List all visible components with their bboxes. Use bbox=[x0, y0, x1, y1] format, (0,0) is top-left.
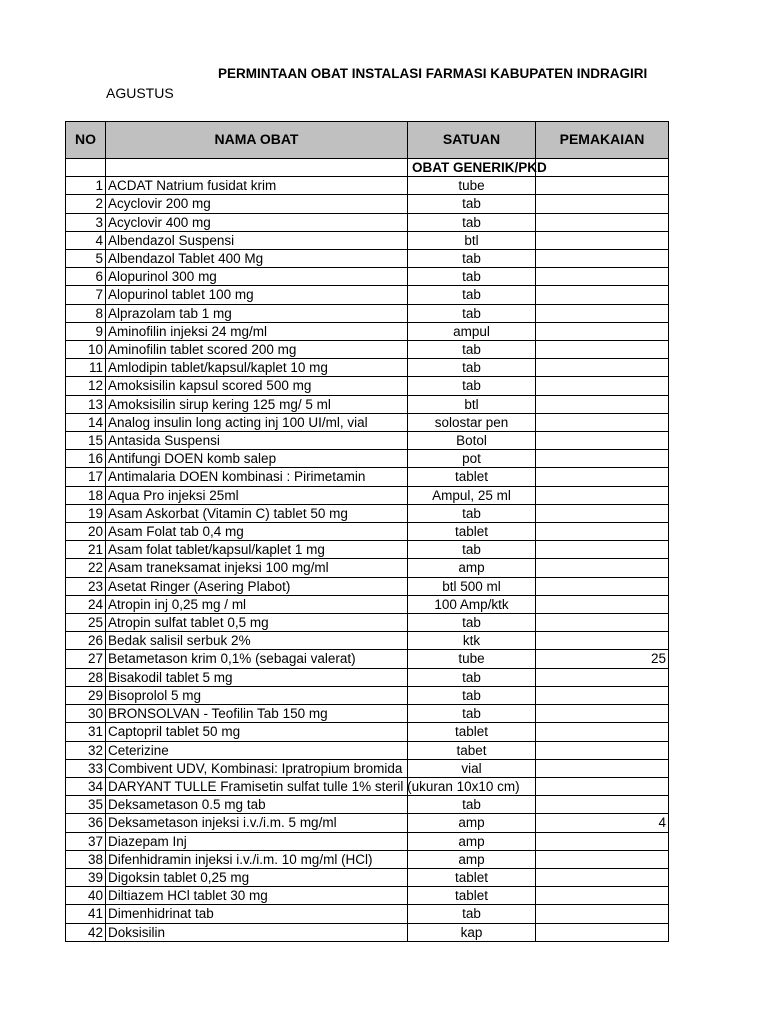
row-unit: solostar pen bbox=[408, 413, 536, 431]
row-name: Albendazol Tablet 400 Mg bbox=[106, 250, 408, 268]
row-usage bbox=[536, 504, 669, 522]
table-row bbox=[66, 504, 669, 522]
row-name: Antasida Suspensi bbox=[106, 432, 408, 450]
row-name: Asam Folat tab 0,4 mg bbox=[106, 523, 408, 541]
row-unit: btl bbox=[408, 231, 536, 249]
row-unit: ampul bbox=[408, 322, 536, 340]
row-unit: Ampul, 25 ml bbox=[408, 486, 536, 504]
row-unit: tablet bbox=[408, 468, 536, 486]
row-no: 13 bbox=[66, 395, 106, 413]
table-row bbox=[66, 887, 669, 905]
row-name: Aminofilin injeksi 24 mg/ml bbox=[106, 322, 408, 340]
row-usage bbox=[536, 905, 669, 923]
row-usage bbox=[536, 686, 669, 704]
row-no: 19 bbox=[66, 504, 106, 522]
row-unit: pot bbox=[408, 450, 536, 468]
row-name: Difenhidramin injeksi i.v./i.m. 10 mg/ml (HCl) bbox=[106, 850, 408, 868]
row-usage bbox=[536, 632, 669, 650]
row-name: Alopurinol tablet 100 mg bbox=[106, 286, 408, 304]
drug-request-table bbox=[65, 121, 669, 942]
row-unit: tab bbox=[408, 195, 536, 213]
row-no: 18 bbox=[66, 486, 106, 504]
table-row bbox=[66, 395, 669, 413]
row-name: Analog insulin long acting inj 100 UI/ml, vial bbox=[106, 413, 408, 431]
row-no: 4 bbox=[66, 231, 106, 249]
row-usage bbox=[536, 541, 669, 559]
table-row bbox=[66, 523, 669, 541]
table-row bbox=[66, 322, 669, 340]
row-usage bbox=[536, 432, 669, 450]
row-no: 20 bbox=[66, 523, 106, 541]
row-no: 25 bbox=[66, 614, 106, 632]
row-unit: tab bbox=[408, 213, 536, 231]
row-no: 7 bbox=[66, 286, 106, 304]
table-row bbox=[66, 268, 669, 286]
row-name: Asam folat tablet/kapsul/kaplet 1 mg bbox=[106, 541, 408, 559]
table-header-row bbox=[66, 122, 669, 159]
row-name: Atropin sulfat tablet 0,5 mg bbox=[106, 614, 408, 632]
row-no: 34 bbox=[66, 777, 106, 795]
row-unit: tab bbox=[408, 686, 536, 704]
row-name: Bedak salisil serbuk 2% bbox=[106, 632, 408, 650]
table-row bbox=[66, 705, 669, 723]
row-name: Aqua Pro injeksi 25ml bbox=[106, 486, 408, 504]
row-name: Asam traneksamat injeksi 100 mg/ml bbox=[106, 559, 408, 577]
table-row bbox=[66, 814, 669, 832]
row-name: Antimalaria DOEN kombinasi : Pirimetamin bbox=[106, 468, 408, 486]
row-unit: amp bbox=[408, 850, 536, 868]
row-usage bbox=[536, 213, 669, 231]
row-name: Atropin inj 0,25 mg / ml bbox=[106, 595, 408, 613]
row-name: Amoksisilin sirup kering 125 mg/ 5 ml bbox=[106, 395, 408, 413]
row-name: Aminofilin tablet scored 200 mg bbox=[106, 341, 408, 359]
row-usage bbox=[536, 868, 669, 886]
row-no: 17 bbox=[66, 468, 106, 486]
header-name: NAMA OBAT bbox=[106, 122, 408, 159]
row-usage bbox=[536, 614, 669, 632]
table-row bbox=[66, 832, 669, 850]
row-name: Amlodipin tablet/kapsul/kaplet 10 mg bbox=[106, 359, 408, 377]
row-no: 15 bbox=[66, 432, 106, 450]
row-unit: tab bbox=[408, 705, 536, 723]
table-row bbox=[66, 377, 669, 395]
row-no: 3 bbox=[66, 213, 106, 231]
row-unit: tablet bbox=[408, 523, 536, 541]
row-name: Acyclovir 400 mg bbox=[106, 213, 408, 231]
row-name: Deksametason injeksi i.v./i.m. 5 mg/ml bbox=[106, 814, 408, 832]
row-name: Captopril tablet 50 mg bbox=[106, 723, 408, 741]
row-no: 42 bbox=[66, 923, 106, 941]
row-no: 27 bbox=[66, 650, 106, 668]
table-row bbox=[66, 359, 669, 377]
row-name: Dimenhidrinat tab bbox=[106, 905, 408, 923]
table-row bbox=[66, 559, 669, 577]
row-unit: tab bbox=[408, 796, 536, 814]
table-row bbox=[66, 177, 669, 195]
table-row bbox=[66, 286, 669, 304]
row-unit: tab bbox=[408, 541, 536, 559]
row-unit: tabet bbox=[408, 741, 536, 759]
row-unit: tab bbox=[408, 359, 536, 377]
month-label: AGUSTUS bbox=[106, 85, 174, 101]
row-unit: amp bbox=[408, 814, 536, 832]
row-usage bbox=[536, 395, 669, 413]
table-body bbox=[66, 159, 669, 942]
row-usage bbox=[536, 341, 669, 359]
header-unit: SATUAN bbox=[408, 122, 536, 159]
table-row bbox=[66, 614, 669, 632]
table-row bbox=[66, 250, 669, 268]
row-name: Albendazol Suspensi bbox=[106, 231, 408, 249]
row-name: ACDAT Natrium fusidat krim bbox=[106, 177, 408, 195]
row-usage bbox=[536, 723, 669, 741]
table-row bbox=[66, 486, 669, 504]
row-no: 39 bbox=[66, 868, 106, 886]
row-no: 16 bbox=[66, 450, 106, 468]
row-usage bbox=[536, 668, 669, 686]
row-unit: amp bbox=[408, 559, 536, 577]
row-usage: 25 bbox=[536, 650, 669, 668]
table-row bbox=[66, 213, 669, 231]
row-name: Combivent UDV, Kombinasi: Ipratropium bromida bbox=[106, 759, 408, 777]
row-unit: tab bbox=[408, 304, 536, 322]
row-usage bbox=[536, 850, 669, 868]
row-unit: tab bbox=[408, 377, 536, 395]
row-usage bbox=[536, 450, 669, 468]
row-no: 41 bbox=[66, 905, 106, 923]
row-no: 10 bbox=[66, 341, 106, 359]
row-name: Asetat Ringer (Asering Plabot) bbox=[106, 577, 408, 595]
row-usage bbox=[536, 832, 669, 850]
row-no: 28 bbox=[66, 668, 106, 686]
table-row bbox=[66, 541, 669, 559]
row-no: 40 bbox=[66, 887, 106, 905]
table-row bbox=[66, 868, 669, 886]
row-no: 22 bbox=[66, 559, 106, 577]
row-no: 6 bbox=[66, 268, 106, 286]
row-name: DARYANT TULLE Framisetin sulfat tulle 1% steril (ukuran 10x10 cm) bbox=[106, 777, 408, 795]
row-unit: 100 Amp/ktk bbox=[408, 595, 536, 613]
row-name: Asam Askorbat (Vitamin C) tablet 50 mg bbox=[106, 504, 408, 522]
row-no: 5 bbox=[66, 250, 106, 268]
row-unit: tab bbox=[408, 341, 536, 359]
row-name: Acyclovir 200 mg bbox=[106, 195, 408, 213]
row-unit: tablet bbox=[408, 723, 536, 741]
row-usage bbox=[536, 741, 669, 759]
row-unit: tube bbox=[408, 650, 536, 668]
row-no: 29 bbox=[66, 686, 106, 704]
row-usage bbox=[536, 177, 669, 195]
row-name: Diltiazem HCl tablet 30 mg bbox=[106, 887, 408, 905]
table-row bbox=[66, 759, 669, 777]
row-usage bbox=[536, 796, 669, 814]
table-row bbox=[66, 632, 669, 650]
row-name: Bisoprolol 5 mg bbox=[106, 686, 408, 704]
row-no: 8 bbox=[66, 304, 106, 322]
row-name: Ceterizine bbox=[106, 741, 408, 759]
row-no: 38 bbox=[66, 850, 106, 868]
row-unit: amp bbox=[408, 832, 536, 850]
row-no: 33 bbox=[66, 759, 106, 777]
row-name: BRONSOLVAN - Teofilin Tab 150 mg bbox=[106, 705, 408, 723]
table-row bbox=[66, 796, 669, 814]
row-unit: tablet bbox=[408, 887, 536, 905]
header-no: NO bbox=[66, 122, 106, 159]
table-row bbox=[66, 195, 669, 213]
row-usage bbox=[536, 595, 669, 613]
row-no: 2 bbox=[66, 195, 106, 213]
row-unit: tab bbox=[408, 905, 536, 923]
row-no: 21 bbox=[66, 541, 106, 559]
row-name: Diazepam Inj bbox=[106, 832, 408, 850]
row-no: 32 bbox=[66, 741, 106, 759]
row-usage bbox=[536, 777, 669, 795]
row-name: Bisakodil tablet 5 mg bbox=[106, 668, 408, 686]
row-usage bbox=[536, 523, 669, 541]
table-row bbox=[66, 413, 669, 431]
row-usage bbox=[536, 304, 669, 322]
row-unit: btl 500 ml bbox=[408, 577, 536, 595]
table-row bbox=[66, 304, 669, 322]
row-usage bbox=[536, 705, 669, 723]
row-no: 23 bbox=[66, 577, 106, 595]
row-unit: Botol bbox=[408, 432, 536, 450]
row-usage bbox=[536, 359, 669, 377]
row-usage bbox=[536, 286, 669, 304]
row-unit: tab bbox=[408, 268, 536, 286]
table-row bbox=[66, 577, 669, 595]
row-no: 24 bbox=[66, 595, 106, 613]
row-no: 35 bbox=[66, 796, 106, 814]
table-row bbox=[66, 686, 669, 704]
header-usage: PEMAKAIAN bbox=[536, 122, 669, 159]
row-name: Antifungi DOEN komb salep bbox=[106, 450, 408, 468]
row-usage bbox=[536, 413, 669, 431]
row-usage bbox=[536, 250, 669, 268]
row-no: 14 bbox=[66, 413, 106, 431]
row-unit: tab bbox=[408, 668, 536, 686]
row-unit: tab bbox=[408, 614, 536, 632]
row-name: Amoksisilin kapsul scored 500 mg bbox=[106, 377, 408, 395]
section-row bbox=[66, 159, 669, 177]
row-unit: kap bbox=[408, 923, 536, 941]
row-usage bbox=[536, 559, 669, 577]
row-name: Betametason krim 0,1% (sebagai valerat) bbox=[106, 650, 408, 668]
row-unit: tube bbox=[408, 177, 536, 195]
row-no: 9 bbox=[66, 322, 106, 340]
row-usage bbox=[536, 577, 669, 595]
row-no: 26 bbox=[66, 632, 106, 650]
row-usage bbox=[536, 887, 669, 905]
row-usage bbox=[536, 268, 669, 286]
table-row bbox=[66, 468, 669, 486]
table-row bbox=[66, 450, 669, 468]
row-no: 1 bbox=[66, 177, 106, 195]
row-usage bbox=[536, 923, 669, 941]
table-row bbox=[66, 432, 669, 450]
row-usage bbox=[536, 759, 669, 777]
row-name: Alprazolam tab 1 mg bbox=[106, 304, 408, 322]
row-name: Digoksin tablet 0,25 mg bbox=[106, 868, 408, 886]
row-unit: ktk bbox=[408, 632, 536, 650]
table-row bbox=[66, 850, 669, 868]
row-unit: tab bbox=[408, 250, 536, 268]
row-name: Doksisilin bbox=[106, 923, 408, 941]
table-row bbox=[66, 595, 669, 613]
row-usage bbox=[536, 486, 669, 504]
row-name: Alopurinol 300 mg bbox=[106, 268, 408, 286]
table-row bbox=[66, 905, 669, 923]
row-usage: 4 bbox=[536, 814, 669, 832]
table-row bbox=[66, 723, 669, 741]
page-title: PERMINTAAN OBAT INSTALASI FARMASI KABUPATEN INDRAGIRI bbox=[218, 66, 648, 81]
table-row bbox=[66, 668, 669, 686]
row-unit: tablet bbox=[408, 868, 536, 886]
row-usage bbox=[536, 377, 669, 395]
row-no: 12 bbox=[66, 377, 106, 395]
table-row bbox=[66, 231, 669, 249]
row-no: 11 bbox=[66, 359, 106, 377]
row-name: Deksametason 0.5 mg tab bbox=[106, 796, 408, 814]
table-row bbox=[66, 923, 669, 941]
row-no: 30 bbox=[66, 705, 106, 723]
row-usage bbox=[536, 322, 669, 340]
table-row bbox=[66, 650, 669, 668]
table-row bbox=[66, 341, 669, 359]
row-usage bbox=[536, 468, 669, 486]
row-unit: tab bbox=[408, 504, 536, 522]
row-no: 31 bbox=[66, 723, 106, 741]
section-label: OBAT GENERIK/PKD bbox=[408, 159, 536, 177]
row-unit: tab bbox=[408, 286, 536, 304]
row-unit: btl bbox=[408, 395, 536, 413]
row-usage bbox=[536, 231, 669, 249]
table-row bbox=[66, 777, 669, 795]
row-unit: vial bbox=[408, 759, 536, 777]
row-no: 37 bbox=[66, 832, 106, 850]
row-no: 36 bbox=[66, 814, 106, 832]
table-row bbox=[66, 741, 669, 759]
row-usage bbox=[536, 195, 669, 213]
